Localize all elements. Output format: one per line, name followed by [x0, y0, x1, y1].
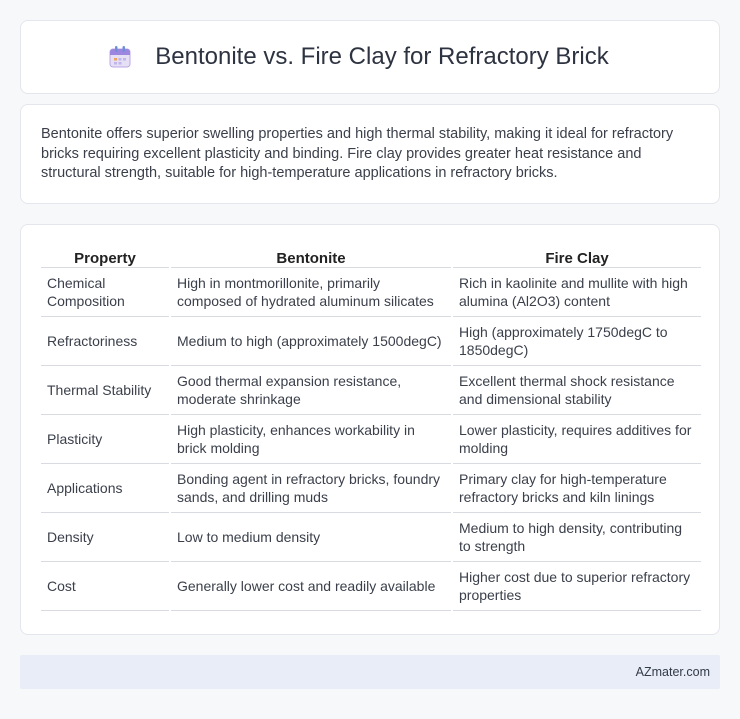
- bentonite-cell: Good thermal expansion resistance, moderate shrinkage: [171, 366, 451, 415]
- property-cell: Applications: [41, 464, 169, 513]
- table-header-row: [41, 245, 701, 268]
- bentonite-cell: High in montmorillonite, primarily composed of hydrated aluminum silicates: [171, 268, 451, 317]
- bentonite-cell: Low to medium density: [171, 513, 451, 562]
- table-row: [41, 268, 701, 317]
- bentonite-cell: Medium to high (approximately 1500degC): [171, 317, 451, 366]
- property-cell: Plasticity: [41, 415, 169, 464]
- table-row: [41, 513, 701, 562]
- property-cell: Refractoriness: [41, 317, 169, 366]
- bentonite-cell: Generally lower cost and readily available: [171, 562, 451, 611]
- property-cell: Thermal Stability: [41, 366, 169, 415]
- title-card: [20, 20, 720, 94]
- property-cell: Density: [41, 513, 169, 562]
- bentonite-cell: High plasticity, enhances workability in brick molding: [171, 415, 451, 464]
- fire-clay-cell: Medium to high density, contributing to strength: [453, 513, 701, 562]
- property-cell: Chemical Composition: [41, 268, 169, 317]
- table-row: [41, 415, 701, 464]
- fire-clay-cell: High (approximately 1750degC to 1850degC): [453, 317, 701, 366]
- fire-clay-cell: Higher cost due to superior refractory properties: [453, 562, 701, 611]
- summary-text: Bentonite offers superior swelling properties and high thermal stability, making it ideal for refractory bricks requiring excellent plasticity and binding. Fire clay provides greater heat resistance and structural strength, suitable for high-temperature applications in refractory bricks.: [41, 126, 674, 181]
- header-fire-clay: Fire Clay: [453, 245, 701, 268]
- fire-clay-cell: Primary clay for high-temperature refractory bricks and kiln linings: [453, 464, 701, 513]
- fire-clay-cell: Excellent thermal shock resistance and dimensional stability: [453, 366, 701, 415]
- calendar-icon: [107, 44, 133, 70]
- bentonite-cell: Bonding agent in refractory bricks, foundry sands, and drilling muds: [171, 464, 451, 513]
- page-title: Bentonite vs. Fire Clay for Refractory Brick: [155, 43, 609, 70]
- fire-clay-cell: Lower plasticity, requires additives for molding: [453, 415, 701, 464]
- table-row: [41, 464, 701, 513]
- summary-card: [20, 104, 720, 204]
- fire-clay-cell: Rich in kaolinite and mullite with high alumina (Al2O3) content: [453, 268, 701, 317]
- footer-site-name: AZmater.com: [635, 665, 710, 679]
- comparison-table-card: [20, 224, 720, 635]
- table-row: [41, 562, 701, 611]
- comparison-table: [39, 245, 703, 611]
- header-property: Property: [41, 245, 169, 268]
- table-row: [41, 317, 701, 366]
- header-bentonite: Bentonite: [171, 245, 451, 268]
- property-cell: Cost: [41, 562, 169, 611]
- footer: [20, 655, 720, 689]
- table-row: [41, 366, 701, 415]
